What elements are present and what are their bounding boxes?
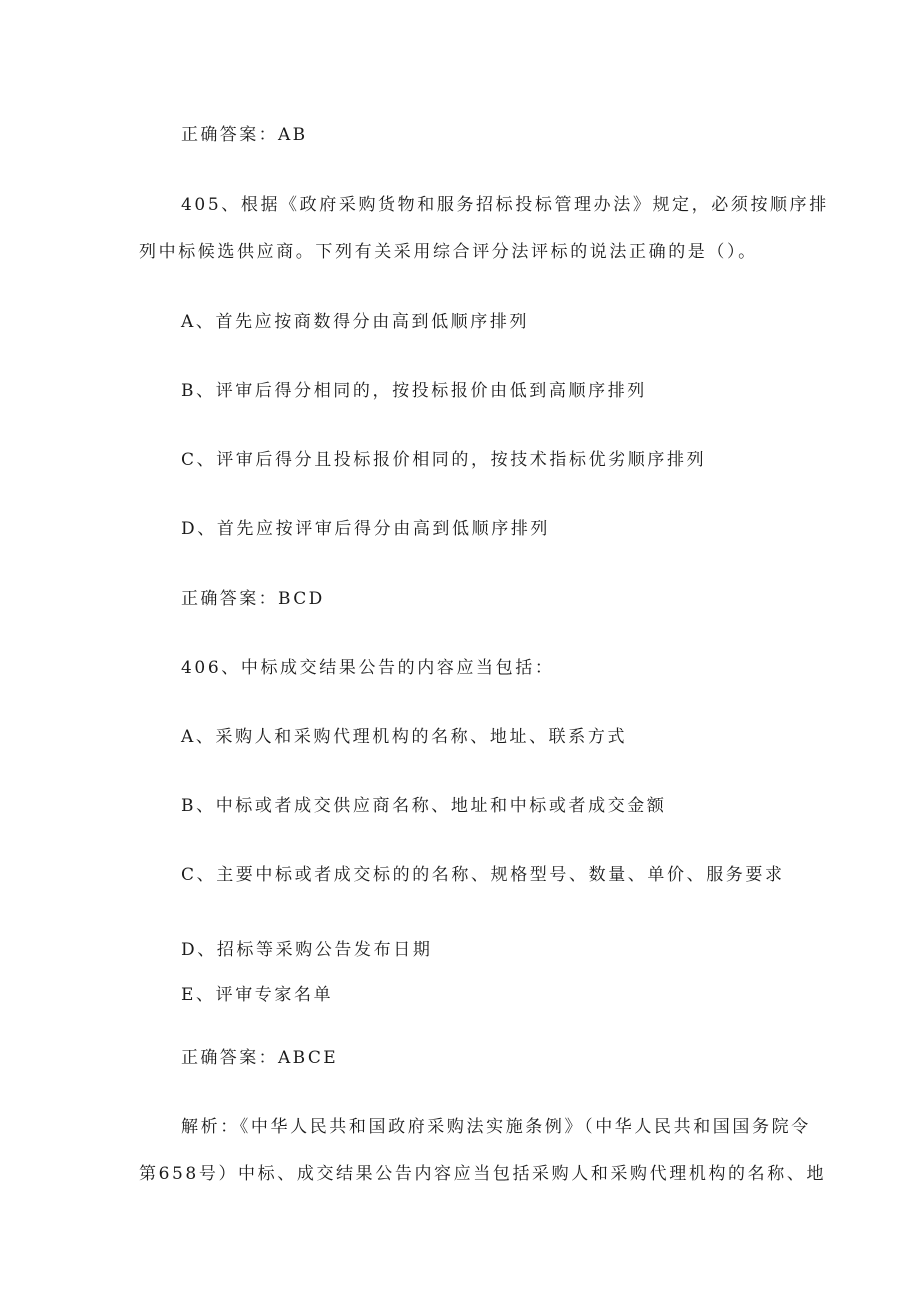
option-b: B、中标或者成交供应商名称、地址和中标或者成交金额 (181, 796, 667, 816)
option-b: B、评审后得分相同的，按投标报价由低到高顺序排列 (181, 381, 647, 401)
option-a: A、首先应按商数得分由高到低顺序排列 (181, 312, 530, 332)
answer-line: 正确答案：BCD (181, 589, 325, 609)
option-e: E、评审专家名单 (181, 985, 334, 1005)
option-c: C、评审后得分且投标报价相同的，按技术指标优劣顺序排列 (181, 450, 707, 470)
answer-line: 正确答案：ABCE (181, 1048, 339, 1068)
analysis-text: 解析：《中华人民共和国政府采购法实施条例》（中华人民共和国国务院令 (181, 1117, 811, 1137)
question-406-text: 406、中标成交结果公告的内容应当包括： (181, 658, 555, 678)
question-405-text: 405、根据《政府采购货物和服务招标投标管理办法》规定，必须按顺序排 (181, 195, 829, 215)
answer-line: 正确答案：AB (181, 125, 308, 145)
analysis-text-continued: 第658号）中标、成交结果公告内容应当包括采购人和采购代理机构的名称、地 (139, 1164, 827, 1184)
question-405-text-continued: 列中标候选供应商。下列有关采用综合评分法评标的说法正确的是（）。 (139, 242, 758, 262)
option-c: C、主要中标或者成交标的的名称、规格型号、数量、单价、服务要求 (181, 865, 785, 885)
option-a: A、采购人和采购代理机构的名称、地址、联系方式 (181, 727, 628, 747)
option-d: D、招标等采购公告发布日期 (181, 940, 433, 960)
option-d: D、首先应按评审后得分由高到低顺序排列 (181, 519, 551, 539)
